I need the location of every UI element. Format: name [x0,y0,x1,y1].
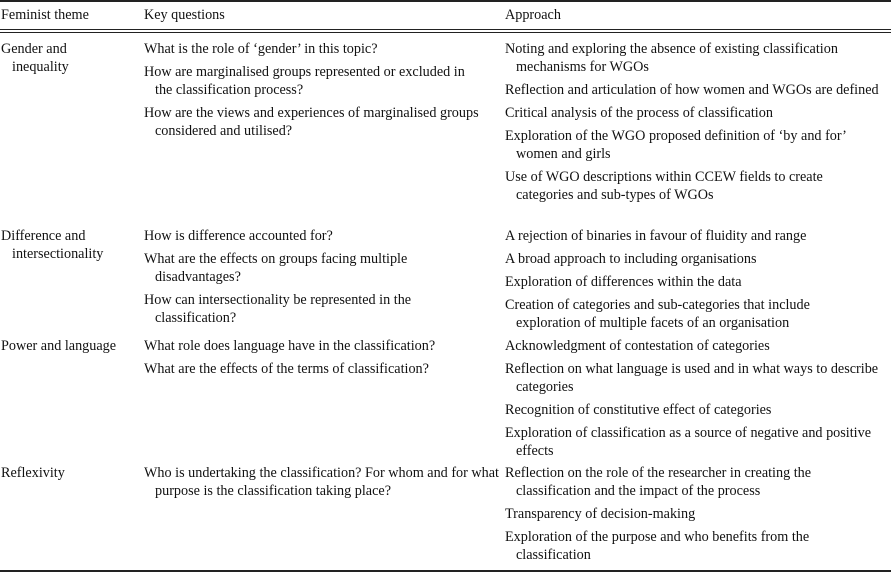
key-question: What are the effects on groups facing multiple disadvantages? [144,251,408,285]
approach-item: Transparency of decision-making [505,506,696,522]
key-questions-power [144,337,499,383]
approach-item: Reflection and articulation of how women and WGOs are defined [505,82,879,98]
theme-label: Difference and intersectionality [1,228,104,262]
theme-difference-and-intersectionality [1,227,131,263]
approach-item: Recognition of constitutive effect of categories [505,402,772,418]
key-question: What is the role of ‘gender’ in this topic? [144,41,378,57]
approach-item: Reflection on the role of the researcher in creating the classification and the impact of the process [505,465,812,499]
approach-item: Critical analysis of the process of classification [505,105,773,121]
key-questions-gender [144,40,499,145]
key-question: What role does language have in the classification? [144,338,436,354]
approach-item: Exploration of the WGO proposed definition of ‘by and for’ women and girls [505,128,846,162]
approach-item: Use of WGO descriptions within CCEW fields to create categories and sub-types of WGOs [505,169,823,203]
approach-item: Acknowledgment of contestation of categories [505,338,770,354]
header-key-questions: Key questions [144,7,225,23]
approaches-reflexivity [505,464,891,569]
header-rule [0,29,891,30]
theme-power-and-language [1,337,141,355]
approach-item: Exploration of classification as a source of negative and positive effects [505,425,872,459]
key-question: How is difference accounted for? [144,228,333,244]
approaches-gender [505,40,891,209]
approach-item: A rejection of binaries in favour of fluidity and range [505,228,807,244]
header-rule [0,32,891,33]
approach-item: A broad approach to including organisations [505,251,757,267]
theme-label: Gender and inequality [1,41,69,75]
key-question: How are the views and experiences of marginalised groups considered and utilised? [144,105,479,139]
key-questions-difference [144,227,499,332]
key-question: Who is undertaking the classification? For whom and for what purpose is the classification taking place? [144,465,499,499]
table-bottom-rule [0,570,891,572]
approach-item: Creation of categories and sub-categories that include exploration of multiple facets of an organisation [505,297,810,331]
approach-item: Noting and exploring the absence of existing classification mechanisms for WGOs [505,41,838,75]
approaches-difference [505,227,891,337]
approach-item: Exploration of the purpose and who benefits from the classification [505,529,810,563]
theme-gender-and-inequality [1,40,121,76]
header-feminist-theme: Feminist theme [1,7,89,23]
approaches-power [505,337,891,465]
key-question: How can intersectionality be represented in the classification? [144,292,412,326]
approach-item: Reflection on what language is used and in what ways to describe categories [505,361,879,395]
table-top-rule [0,0,891,2]
key-question: What are the effects of the terms of classification? [144,361,429,377]
header-approach: Approach [505,7,561,23]
theme-reflexivity [1,464,141,482]
key-questions-reflexivity [144,464,499,505]
theme-label: Reflexivity [1,465,65,481]
approach-item: Exploration of differences within the data [505,274,742,290]
theme-label: Power and language [1,338,117,354]
key-question: How are marginalised groups represented or excluded in the classification process? [144,64,465,98]
